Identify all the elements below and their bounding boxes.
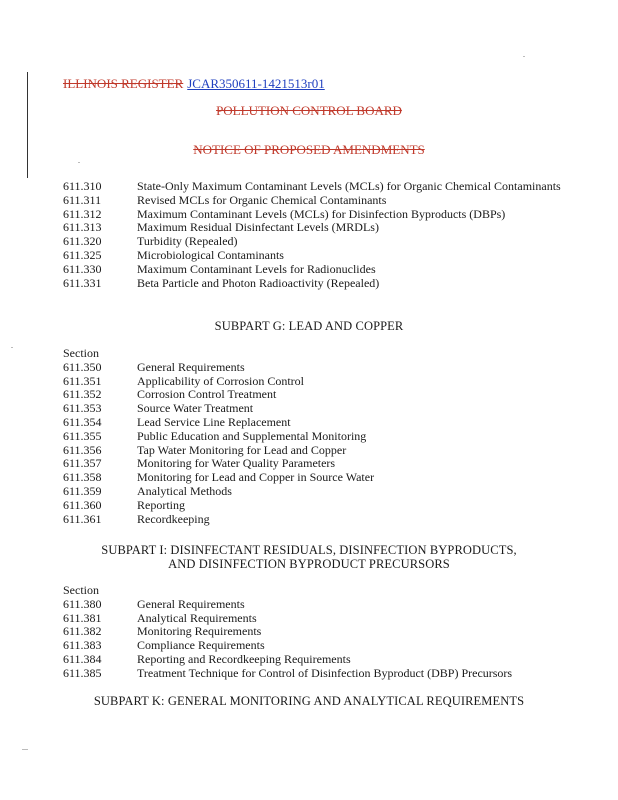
section-title: Monitoring for Lead and Copper in Source Water	[137, 470, 375, 485]
section-title: Public Education and Supplemental Monitoring	[137, 428, 367, 443]
section-number: 611.361	[63, 511, 102, 526]
table-row	[63, 208, 563, 222]
section-number: 611.331	[63, 275, 102, 290]
section-number: 611.355	[63, 428, 102, 443]
table-row	[63, 667, 563, 681]
subpart-i-heading-line1: SUBPART I: DISINFECTANT RESIDUALS, DISINFECTION BYPRODUCTS,	[101, 543, 517, 557]
section-number: 611.383	[63, 638, 102, 653]
table-row	[63, 221, 563, 235]
section-number: 611.310	[63, 179, 102, 193]
table-row	[63, 277, 563, 291]
section-title: Monitoring for Water Quality Parameters	[137, 456, 336, 471]
section-title: Reporting	[137, 497, 185, 512]
section-column-label: Section	[63, 346, 99, 360]
section-title: Maximum Residual Disinfectant Levels (MRDLs)	[137, 220, 379, 235]
section-title: Corrosion Control Treatment	[137, 387, 277, 402]
document-code-link[interactable]: JCAR350611-1421513r01	[187, 76, 325, 91]
section-list-subpart-g	[63, 347, 563, 526]
section-title: Compliance Requirements	[137, 638, 265, 653]
subpart-g-heading: SUBPART G: LEAD AND COPPER	[214, 319, 404, 333]
section-number: 611.352	[63, 387, 102, 402]
notice-title: NOTICE OF PROPOSED AMENDMENTS	[193, 142, 425, 157]
section-title: Tap Water Monitoring for Lead and Copper	[137, 442, 347, 457]
section-list-subpart-f	[63, 180, 563, 290]
table-row	[63, 598, 563, 612]
section-title: Revised MCLs for Organic Chemical Contaminants	[137, 192, 387, 207]
table-row	[63, 263, 563, 277]
section-number: 611.313	[63, 220, 102, 235]
table-row	[63, 416, 563, 430]
scan-speck	[11, 347, 13, 348]
table-row	[63, 194, 563, 208]
register-title-struck: ILLINOIS REGISTER	[63, 76, 184, 91]
section-number: 611.360	[63, 497, 102, 512]
section-number: 611.357	[63, 456, 102, 471]
section-number: 611.350	[63, 359, 102, 374]
section-number: 611.311	[63, 192, 102, 207]
section-title: Source Water Treatment	[137, 401, 254, 416]
section-title: Reporting and Recordkeeping Requirements	[137, 651, 351, 666]
section-title: General Requirements	[137, 359, 245, 374]
section-number: 611.380	[63, 596, 102, 611]
section-title: Beta Particle and Photon Radioactivity (Repealed)	[137, 275, 380, 290]
table-row	[63, 249, 563, 263]
section-list-subpart-i	[63, 584, 563, 681]
table-row	[63, 639, 563, 653]
table-row	[63, 457, 563, 471]
table-row	[63, 375, 563, 389]
section-number: 611.351	[63, 373, 102, 388]
revision-margin-bar	[27, 72, 28, 178]
section-number: 611.312	[63, 206, 102, 221]
section-number: 611.320	[63, 234, 102, 249]
section-number: 611.354	[63, 414, 102, 429]
table-row	[63, 388, 563, 402]
scan-speck	[22, 749, 28, 750]
table-row	[63, 612, 563, 626]
section-number: 611.384	[63, 651, 102, 666]
table-row	[63, 444, 563, 458]
table-row	[63, 625, 563, 639]
section-column-label: Section	[63, 583, 99, 597]
table-row	[63, 513, 563, 527]
section-title: Analytical Methods	[137, 483, 232, 498]
agency-title: POLLUTION CONTROL BOARD	[216, 103, 402, 118]
section-title: Maximum Contaminant Levels for Radionuclides	[137, 261, 376, 276]
scan-speck	[78, 162, 80, 163]
section-title: Maximum Contaminant Levels (MCLs) for Disinfection Byproducts (DBPs)	[137, 206, 506, 221]
table-row	[63, 430, 563, 444]
section-number: 611.353	[63, 401, 102, 416]
section-title: State-Only Maximum Contaminant Levels (MCLs) for Organic Chemical Contaminants	[137, 179, 561, 193]
section-title: Treatment Technique for Control of Disinfection Byproduct (DBP) Precursors	[137, 665, 513, 680]
table-row	[63, 235, 563, 249]
section-title: General Requirements	[137, 596, 245, 611]
section-title: Applicability of Corrosion Control	[137, 373, 304, 388]
table-row	[63, 402, 563, 416]
table-row	[63, 485, 563, 499]
section-number: 611.382	[63, 624, 102, 639]
subpart-k-heading: SUBPART K: GENERAL MONITORING AND ANALYTICAL REQUIREMENTS	[93, 694, 525, 708]
section-number: 611.325	[63, 247, 102, 262]
section-title: Recordkeeping	[137, 511, 210, 526]
table-row	[63, 499, 563, 513]
section-title: Lead Service Line Replacement	[137, 414, 291, 429]
table-row	[63, 180, 563, 194]
page-header	[63, 76, 325, 92]
section-number: 611.330	[63, 261, 102, 276]
section-title: Monitoring Requirements	[137, 624, 262, 639]
section-number: 611.385	[63, 665, 102, 680]
scan-speck	[523, 56, 525, 57]
subpart-i-heading-line2: AND DISINFECTION BYPRODUCT PRECURSORS	[168, 557, 450, 571]
section-title: Microbiological Contaminants	[137, 247, 284, 262]
table-row	[63, 471, 563, 485]
table-row	[63, 653, 563, 667]
table-row	[63, 361, 563, 375]
section-number: 611.358	[63, 470, 102, 485]
section-title: Analytical Requirements	[137, 610, 257, 625]
section-number: 611.359	[63, 483, 102, 498]
section-title: Turbidity (Repealed)	[137, 234, 238, 249]
section-number: 611.381	[63, 610, 102, 625]
section-number: 611.356	[63, 442, 102, 457]
